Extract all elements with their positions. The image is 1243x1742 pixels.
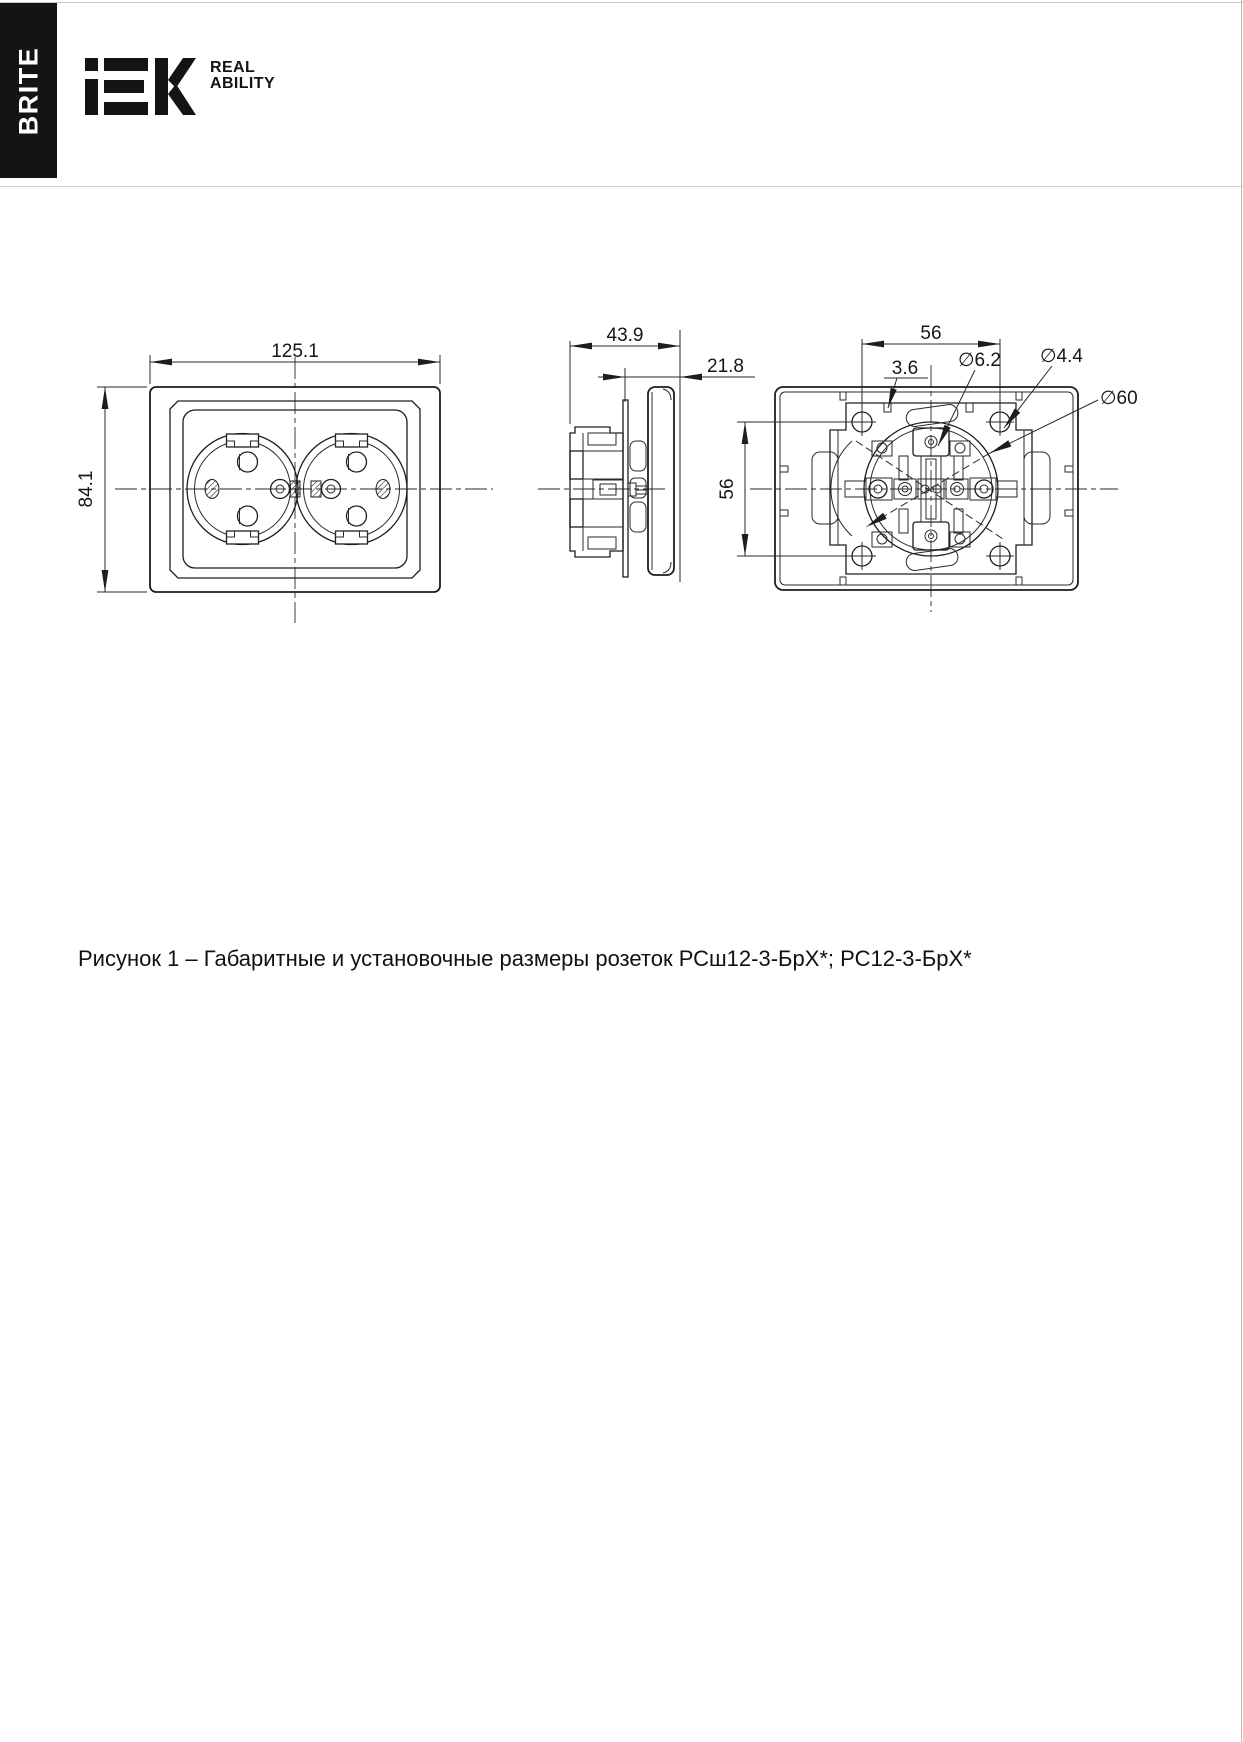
tagline-line2: ABILITY bbox=[210, 74, 276, 92]
dim-dia-44-label: ∅4.4 bbox=[1040, 346, 1083, 367]
dim-side-protrusion-label: 21.8 bbox=[707, 356, 744, 377]
dim-dia-60 bbox=[866, 388, 1138, 527]
dim-dia-60-label: ∅60 bbox=[1100, 388, 1138, 409]
side-view bbox=[538, 325, 755, 582]
back-view bbox=[717, 323, 1138, 612]
dim-dia-62 bbox=[938, 350, 1001, 446]
dim-front-height bbox=[76, 387, 147, 592]
front-view bbox=[76, 341, 493, 623]
dim-side-depth-label: 43.9 bbox=[606, 325, 644, 346]
series-label: BRITE bbox=[13, 46, 43, 135]
dim-side-protrusion bbox=[598, 356, 755, 402]
dim-dia-62-label: ∅6.2 bbox=[958, 350, 1001, 371]
figure-caption: Рисунок 1 – Габаритные и установочные размеры розеток РСш12-3-БрХ*; РС12-3-БрХ* bbox=[78, 946, 972, 971]
dim-front-width-label: 125.1 bbox=[271, 341, 319, 362]
dim-back-span-h-label: 56 bbox=[920, 323, 942, 344]
dim-slot-width bbox=[884, 358, 928, 408]
dim-front-height-label: 84.1 bbox=[76, 470, 97, 508]
dim-side-depth bbox=[570, 325, 680, 582]
dim-slot-width-label: 3.6 bbox=[891, 358, 919, 379]
dim-back-span-v-label: 56 bbox=[717, 478, 738, 500]
tagline-line1: REAL bbox=[210, 59, 256, 76]
